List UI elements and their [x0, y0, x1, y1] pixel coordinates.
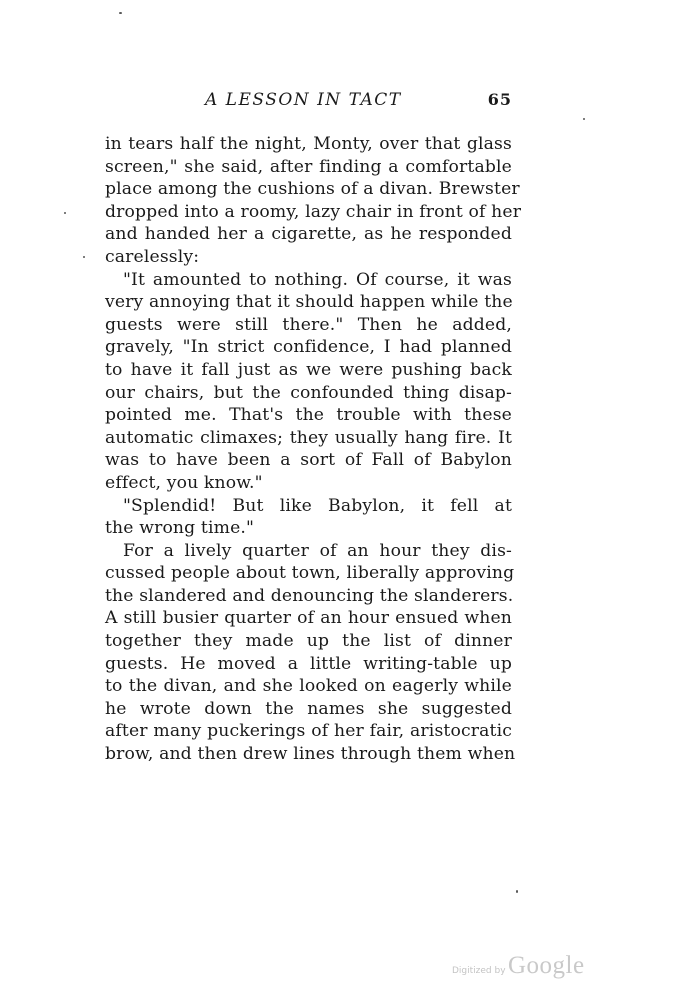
page-header — [105, 90, 512, 114]
page-speck — [516, 890, 518, 893]
text-line: cussed people about town, liberally approving — [105, 563, 515, 584]
text-line: dropped into a roomy, lazy chair in front of her — [105, 201, 522, 222]
text-line: the wrong time." — [105, 518, 255, 539]
page-speck — [583, 118, 585, 120]
text-line: the slandered and denouncing the slanderers. — [105, 585, 514, 606]
text-line: guests were still there." Then he added, — [105, 314, 512, 335]
watermark-prefix: Digitized by — [452, 966, 506, 976]
text-line: he wrote down the names she suggested — [105, 698, 512, 719]
text-line: and handed her a cigarette, as he responded — [105, 224, 512, 245]
text-line: to the divan, and she looked on eagerly while — [105, 676, 512, 697]
text-line: was to have been a sort of Fall of Babylon — [105, 450, 512, 471]
google-logo: Google — [508, 952, 585, 979]
text-line: gravely, "In strict confidence, I had planned — [105, 337, 512, 358]
digitized-watermark — [452, 952, 602, 982]
text-line: screen," she said, after finding a comfortable — [105, 156, 512, 177]
text-line: in tears half the night, Monty, over that glass — [105, 134, 512, 154]
running-title: A LESSON IN TACT — [205, 90, 402, 110]
text-line: our chairs, but the confounded thing disap- — [105, 382, 512, 403]
text-line: "Splendid! But like Babylon, it fell at — [123, 495, 512, 516]
text-line: together they made up the list of dinner — [105, 631, 512, 652]
text-line: after many puckerings of her fair, aristocratic — [105, 721, 512, 742]
text-line: A still busier quarter of an hour ensued when — [105, 608, 512, 629]
page-speck — [83, 256, 85, 258]
text-line: guests. He moved a little writing-table up — [105, 653, 512, 674]
text-line: effect, you know." — [105, 472, 263, 493]
text-line: pointed me. That's the trouble with these — [105, 405, 512, 426]
text-line: For a lively quarter of an hour they dis- — [123, 540, 512, 561]
page-speck — [64, 212, 66, 214]
text-line: "It amounted to nothing. Of course, it was — [123, 269, 512, 290]
body-text — [105, 133, 522, 766]
text-line: carelessly: — [105, 246, 200, 267]
text-line: place among the cushions of a divan. Brewster — [105, 179, 520, 200]
text-line: to have it fall just as we were pushing back — [105, 359, 512, 380]
text-line: automatic climaxes; they usually hang fire. It — [105, 427, 512, 448]
page-number: 65 — [487, 90, 512, 109]
page-speck — [119, 12, 122, 14]
text-line: brow, and then drew lines through them when — [105, 744, 516, 765]
text-line: very annoying that it should happen while the — [105, 292, 513, 313]
